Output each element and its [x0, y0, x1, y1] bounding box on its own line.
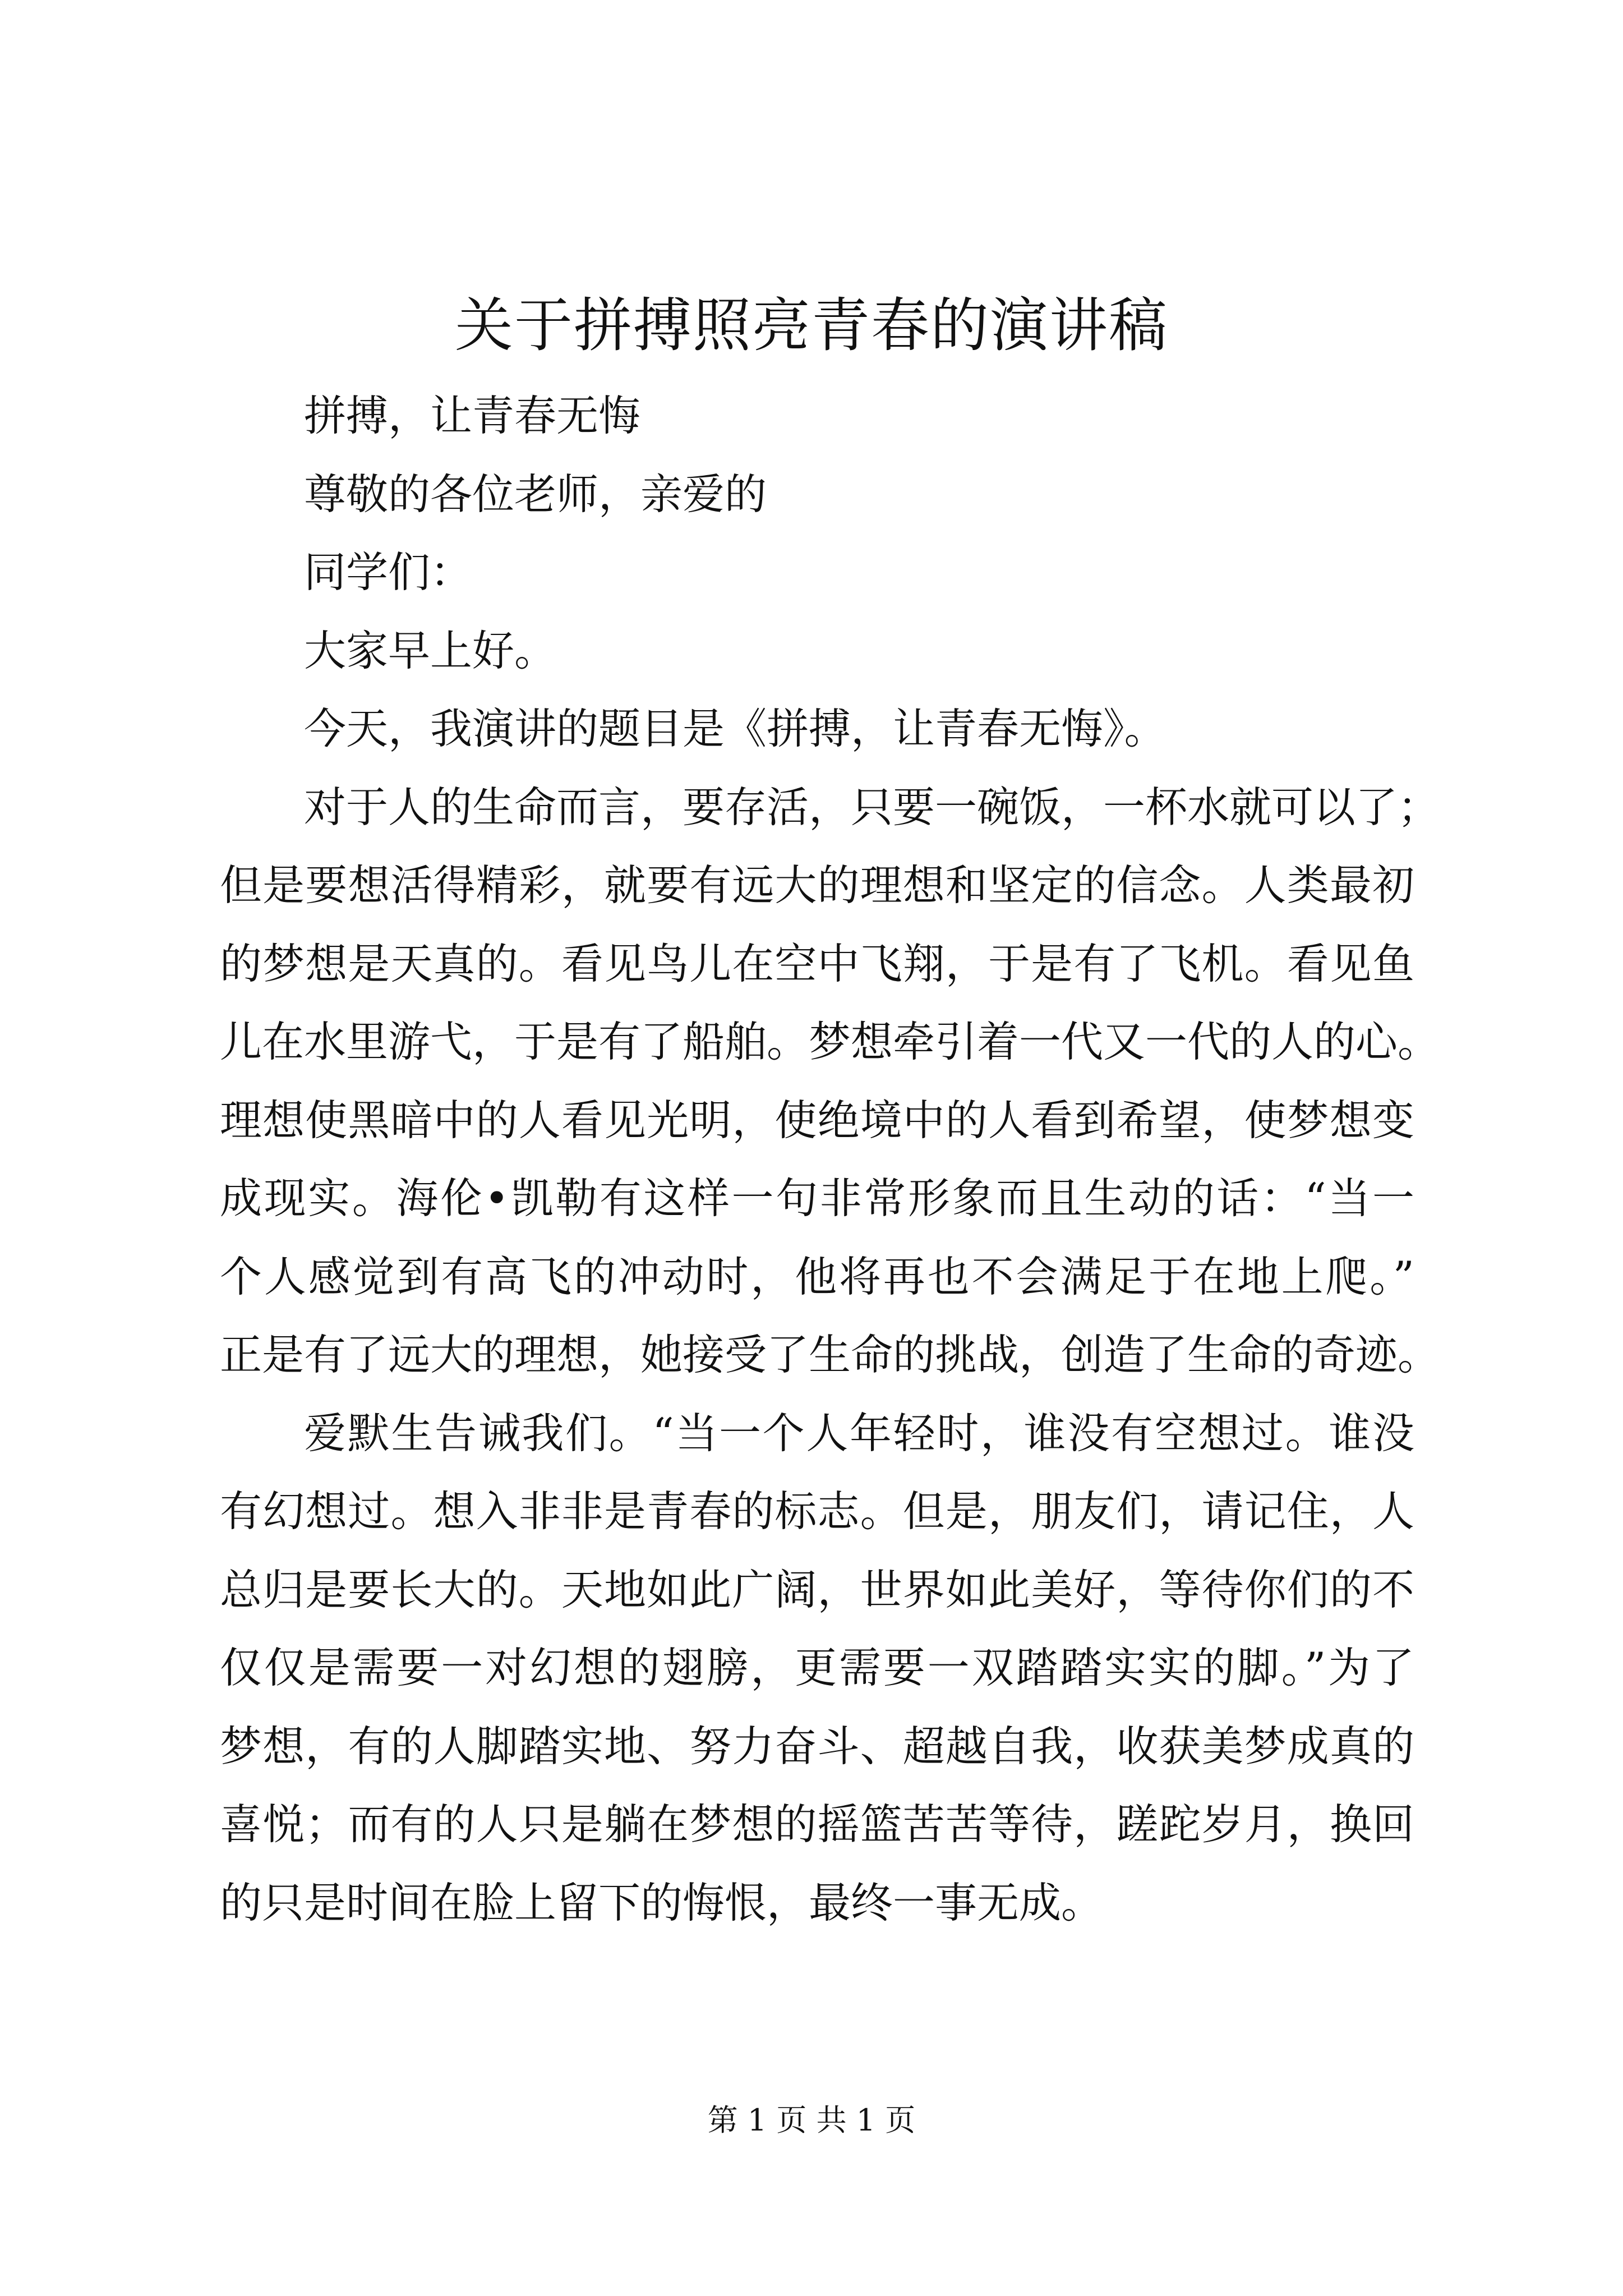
paragraph-line: 总归是要长大的。天地如此广阔，世界如此美好，等待你们的不	[220, 1565, 1414, 1614]
page-footer: 第 1 页 共 1 页	[707, 2102, 916, 2138]
paragraph-line: 的只是时间在脸上留下的悔恨，最终一事无成。	[220, 1878, 1104, 1927]
paragraph-line: 正是有了远大的理想，她接受了生命的挑战，创造了生命的奇迹。	[220, 1330, 1440, 1379]
paragraph-line: 对于人的生命而言，要存活，只要一碗饭，一杯水就可以了；	[304, 782, 1440, 832]
paragraph-line: 理想使黑暗中的人看见光明，使绝境中的人看到希望，使梦想变	[220, 1095, 1414, 1145]
paragraph-line: 但是要想活得精彩，就要有远大的理想和坚定的信念。人类最初	[220, 861, 1414, 910]
salutation-line: 尊敬的各位老师，亲爱的	[304, 469, 767, 519]
paragraph-line: 有幻想过。想入非非是青春的标志。但是，朋友们，请记住，人	[220, 1487, 1414, 1536]
document-body	[220, 377, 1440, 1942]
paragraph-line: 个人感觉到有高飞的冲动时，他将再也不会满足于在地上爬。”	[220, 1251, 1414, 1301]
paragraph-line: 成现实。海伦•凯勒有这样一句非常形象而且生动的话：“当一	[220, 1174, 1414, 1223]
paragraph-line: 儿在水里游弋，于是有了船舶。梦想牵引着一代又一代的人的心。	[220, 1017, 1440, 1066]
paragraph-line: 喜悦；而有的人只是躺在梦想的摇篮苦苦等待，蹉跎岁月，换回	[220, 1800, 1414, 1849]
salutation-line: 同学们：	[304, 547, 473, 597]
paragraph-line: 爱默生告诫我们。“当一个人年轻时，谁没有空想过。谁没	[304, 1408, 1414, 1458]
subtitle-line: 拼搏，让青春无悔	[304, 391, 641, 440]
greeting-line: 大家早上好。	[304, 625, 557, 675]
topic-line: 今天，我演讲的题目是《拼搏，让青春无悔》。	[304, 704, 1166, 753]
document-title: 关于拼搏照亮青春的演讲稿	[454, 291, 1168, 360]
paragraph-line: 仅仅是需要一对幻想的翅膀，更需要一双踏踏实实的脚。”为了	[220, 1643, 1414, 1692]
paragraph-line: 的梦想是天真的。看见鸟儿在空中飞翔，于是有了飞机。看见鱼	[220, 938, 1414, 988]
paragraph-line: 梦想，有的人脚踏实地、努力奋斗、超越自我，收获美梦成真的	[220, 1721, 1414, 1771]
